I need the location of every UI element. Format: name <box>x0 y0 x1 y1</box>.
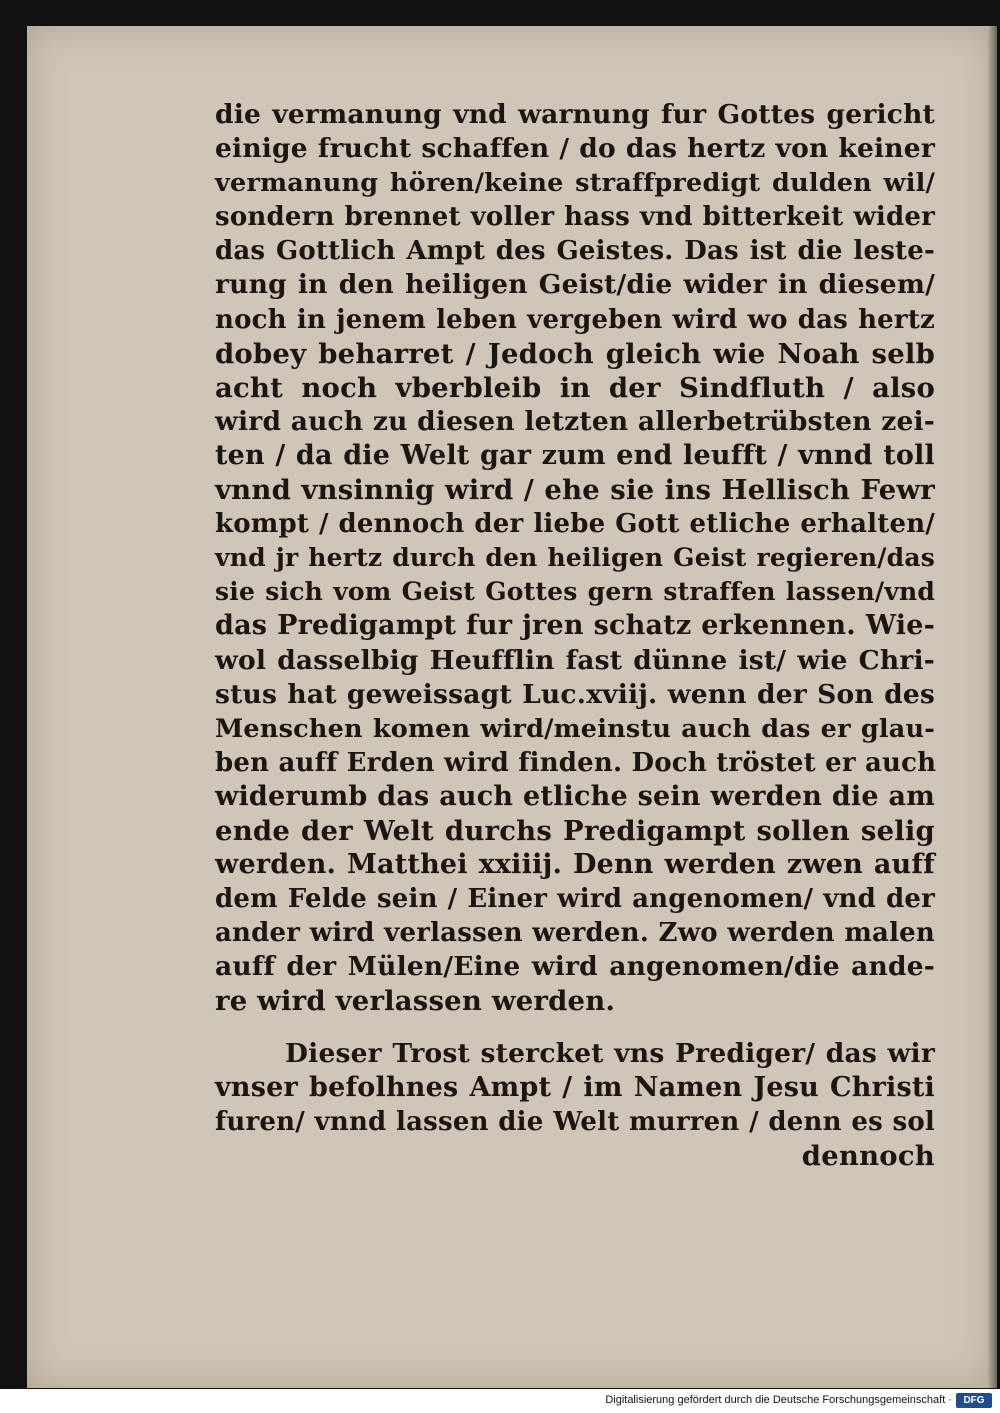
text-line: werden. Matthei xxiiij. Denn werden zwen auff <box>215 849 935 881</box>
text-line: kompt / dennoch der liebe Gott etliche erhalten/ <box>215 509 935 540</box>
footer-bar <box>0 1389 1000 1413</box>
text-line: wol dasselbig Heufflin fast dünne ist/ wie Chri- <box>215 644 935 676</box>
text-line: ben auff Erden wird finden. Doch tröstet er auch <box>215 747 937 778</box>
text-line: sondern brennet voller hass vnd bitterkeit wider <box>215 202 935 233</box>
text-line: das Predigampt fur jren schatz erkennen. Wie- <box>215 610 935 642</box>
text-line: re wird verlassen werden. <box>215 985 616 1018</box>
paragraph-2 <box>215 1037 935 1139</box>
text-line: vnd jr hertz durch den heiligen Geist regieren/das <box>215 543 935 573</box>
text-line: wird auch zu diesen letzten allerbetrübsten zei- <box>215 405 935 437</box>
text-line: dobey beharret / Jedoch gleich wie Noah selb <box>215 337 935 370</box>
text-line: vermanung hören/keine straffpredigt dulden wil/ <box>215 168 935 199</box>
paragraph-1 <box>215 98 935 1019</box>
text-line: vnnd vnsinnig wird / ehe sie ins Hellisch Fewr <box>215 474 935 507</box>
text-line: ende der Welt durchs Predigampt sollen selig <box>215 814 935 847</box>
text-line: furen/ vnnd lassen die Welt murren / denn es sol <box>215 1106 935 1137</box>
text-line: dem Felde sein / Einer wird angenomen/ vnd der <box>215 884 935 915</box>
scanned-page <box>27 26 993 1388</box>
text-line: sie sich vom Geist Gottes gern straffen lassen/vnd <box>215 577 935 607</box>
text-line: Dieser Trost stercket vns Prediger/ das wir <box>285 1037 935 1069</box>
page-edge <box>987 26 997 1388</box>
catchword: dennoch <box>801 1139 935 1172</box>
text-line: das Gottlich Ampt des Geistes. Das ist die leste- <box>215 236 935 267</box>
page-text <box>215 98 935 1173</box>
text-line: einige frucht schaffen / do das hertz von keiner <box>215 133 935 165</box>
text-line: rung in den heiligen Geist/die wider in diesem/ <box>215 269 935 301</box>
text-line: noch in jenem leben vergeben wird wo das hertz <box>215 304 935 335</box>
text-line: die vermanung vnd warnung fur Gottes gericht <box>215 99 935 130</box>
text-line: acht noch vberbleib in der Sindfluth / also <box>215 371 935 404</box>
text-line: Menschen komen wird/meinstu auch das er glau- <box>215 713 935 744</box>
text-line: vnser befolhnes Ampt / im Namen Jesu Christi <box>215 1071 935 1103</box>
text-line: ander wird verlassen werden. Zwo werden malen <box>215 918 935 949</box>
paragraph-gap <box>215 1019 935 1037</box>
text-line: stus hat geweissagt Luc.xviij. wenn der Son des <box>215 678 935 710</box>
footer-credit: Digitalisierung gefördert durch die Deutsche Forschungsgemeinschaft · <box>605 1394 952 1406</box>
text-line: ten / da die Welt gar zum end leufft / vnnd toll <box>215 439 935 471</box>
text-line: widerumb das auch etliche sein werden die am <box>215 780 935 812</box>
dfg-logo: DFG <box>956 1393 992 1408</box>
text-line: auff der Mülen/Eine wird angenomen/die ande- <box>215 951 935 983</box>
